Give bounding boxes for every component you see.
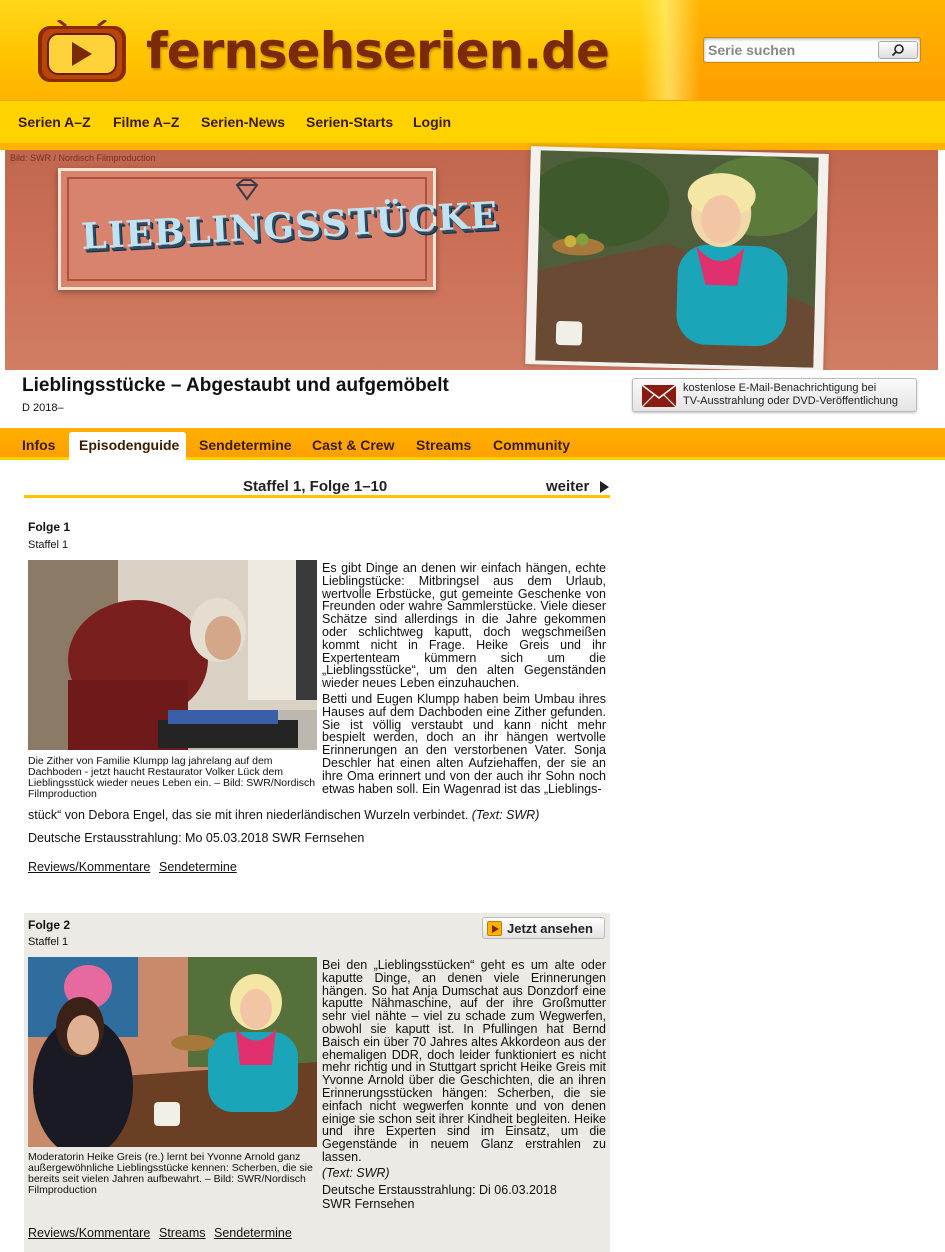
notification-line-2: TV-Ausstrahlung oder DVD-Veröffentlichung: [683, 395, 899, 407]
tab-sendetermine[interactable]: Sendetermine: [199, 437, 292, 453]
episode-1-paragraph-1: Es gibt Dinge an denen wir einfach hängen, echte Lieblingstücke: Mitbringsel aus dem Urlaub, wertvolle Erbstücke, gut gemeinte Geschenke von Freunden oder wahre Sammlerstücke. Viele dieser Schätze sind allerdings in die Jahre gekommen oder schlichtweg kaputt, doch wegschmeißen kommt nicht in Frage. Heike Greis und ihr Expertenteam kümmern sich um die „Lieblingsstücke“, um den alten Gegenständen wieder neues Leben einzuhauchen.: [322, 561, 606, 691]
nav-filme-a-z[interactable]: Filme A–Z: [113, 114, 180, 130]
sign-lettering: LIEBLINGSSTÜCKE: [80, 194, 500, 258]
episode-1-sendetermine-link[interactable]: Sendetermine: [159, 860, 237, 874]
nav-serien-a-z[interactable]: Serien A–Z: [18, 114, 91, 130]
watch-now-label: Jetzt ansehen: [507, 921, 593, 936]
next-arrow-icon[interactable]: [600, 481, 609, 493]
episode-1-source: (Text: SWR): [471, 808, 540, 822]
episode-2-first-air-line-2: SWR Fernsehen: [322, 1197, 415, 1211]
host-photo-image: [535, 150, 818, 367]
episode-2-title[interactable]: Folge 2: [28, 918, 71, 932]
episode-1-season: Staffel 1: [28, 539, 69, 551]
host-photo: [525, 146, 829, 372]
search-input[interactable]: [708, 41, 868, 59]
episode-2-image[interactable]: [28, 957, 317, 1147]
episode-2-streams-link[interactable]: Streams: [159, 1226, 206, 1240]
site-logo-text[interactable]: fernsehserien.de: [146, 22, 609, 80]
main-nav-border: [0, 143, 945, 150]
tab-streams[interactable]: Streams: [416, 437, 472, 453]
season-title: Staffel 1, Folge 1–10: [243, 478, 388, 495]
nav-serien-news[interactable]: Serien-News: [201, 114, 286, 130]
episode-2-paragraph-1: Bei den „Lieblingsstücken“ geht es um alte oder kaputte Dinge, an denen viele Erinnerungen hängen. So hat Anja Dumschat aus Donzdorf eine kaputte Nähmaschine, auf der ihre Großmutter sehr viel nähte – viel zu schade zum Wegwerfen, obwohl sie kaputt ist. In Pfullingen hat Bernd Baisch ein über 70 Jahres altes Akkordeon aus der ehemaligen DDR, doch leider funktioniert es nicht mehr richtig und in Stuttgart spricht Heike Greis mit Yvonne Arnold über die Geschichten, die an ihren Erinnerungsstücken hängen: Scherben, die sie einfach nicht wegwerfen konnte und von denen einige sie schon seit ihrer Kindheit begleiten. Heike und ihre Experten sind im Einsatz, um die Gegenstände in neuem Glanz erstrahlen zu lassen.: [322, 958, 606, 1164]
nav-login[interactable]: Login: [413, 114, 452, 130]
page-title: Lieblingsstücke – Abgestaubt und aufgemöbelt: [22, 375, 449, 396]
notification-label: [683, 382, 898, 408]
episode-1-illustration: [28, 560, 317, 750]
notification-line-1: kostenlose E-Mail-Benachrichtigung bei: [683, 382, 877, 394]
next-page-link[interactable]: weiter: [546, 478, 590, 495]
episode-1-image[interactable]: [28, 560, 317, 750]
watch-now-button[interactable]: [482, 917, 605, 939]
show-meta: D 2018–: [22, 402, 64, 414]
play-icon: [487, 921, 502, 936]
email-notification-button[interactable]: [632, 378, 917, 412]
episode-1-title[interactable]: Folge 1: [28, 520, 71, 534]
episode-1-description-tail: [28, 808, 610, 822]
tv-logo-icon[interactable]: [36, 20, 128, 84]
tab-infos[interactable]: Infos: [22, 437, 56, 453]
tab-cast-crew[interactable]: Cast & Crew: [312, 437, 395, 453]
episode-2-season: Staffel 1: [28, 936, 69, 948]
episode-1-description: [322, 562, 606, 798]
banner-credit: Bild: SWR / Nordisch Filmproduction: [10, 153, 156, 163]
episode-1-paragraph-2: Betti und Eugen Klumpp haben beim Umbau ihres Hauses auf dem Dachboden eine Zither gefunden. Sie ist völlig verstaubt und kann nicht mehr bespielt werden, doch an ihr hängen wertvolle Erinnerungen an den verstorbenen Vater. Sonja Deschler hat einen alten Aufziehaffen, der sie an ihre Oma erinnert und von der auch ihr Sohn noch etwas haben soll. Ein Wagenrad ist das „Lieblings-: [322, 691, 606, 796]
tab-episodenguide[interactable]: Episodenguide: [79, 437, 180, 453]
tab-community[interactable]: Community: [493, 437, 570, 453]
episode-1-first-air: Deutsche Erstausstrahlung: Mo 05.03.2018 SWR Fernsehen: [28, 831, 365, 845]
episode-2-source: (Text: SWR): [322, 1165, 390, 1180]
show-title-sign: [58, 168, 500, 290]
diamond-icon: [233, 179, 261, 201]
episode-2-first-air-line-1: Deutsche Erstausstrahlung: Di 06.03.2018: [322, 1183, 557, 1197]
episode-1-tail-text: stück“ von Debora Engel, das sie mit ihren niederländischen Wurzeln verbindet.: [28, 808, 469, 822]
episode-1-caption: Die Zither von Familie Klumpp lag jahrelang auf dem Dachboden - jetzt haucht Restaurator Volker Lück dem Lieblingsstück wieder neues Leben ein. – Bild: SWR/Nordisch Filmproduction: [28, 755, 316, 800]
search-button[interactable]: [878, 41, 918, 59]
episode-1-reviews-link[interactable]: Reviews/Kommentare: [28, 860, 151, 874]
episode-2-sendetermine-link[interactable]: Sendetermine: [214, 1226, 292, 1240]
host-scene-illustration: [535, 150, 818, 367]
episode-2-first-air: [322, 1183, 557, 1211]
episode-2-illustration: [28, 957, 317, 1147]
episode-2-caption: Moderatorin Heike Greis (re.) lernt bei Yvonne Arnold ganz außergewöhnliche Lieblingsstücke kennen: Scherben, die sie bereits seit vielen Jahren aufbewahrt. – Bild: SWR/Nordisch Filmproduction: [28, 1151, 313, 1196]
header-highlight: [640, 0, 700, 100]
envelope-icon: [641, 383, 677, 409]
episode-2-description: [322, 959, 606, 1180]
episode-2-reviews-link[interactable]: Reviews/Kommentare: [28, 1226, 151, 1240]
nav-serien-starts[interactable]: Serien-Starts: [306, 114, 394, 130]
search-icon: [891, 43, 905, 57]
search-box: [703, 37, 921, 63]
